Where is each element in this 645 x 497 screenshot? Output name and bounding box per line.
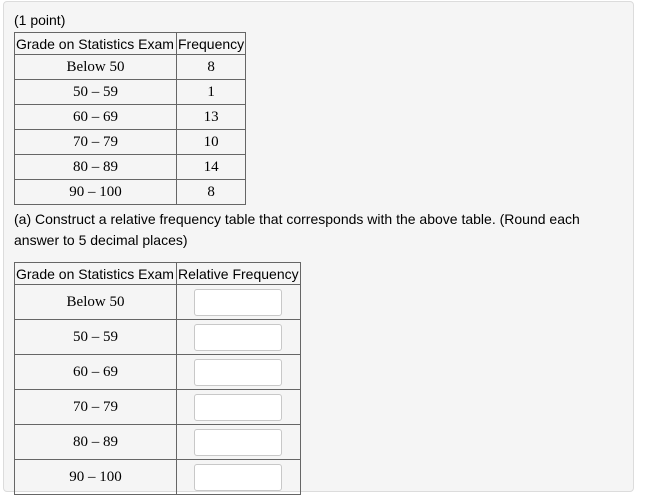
table-row [15, 320, 301, 355]
grade-cell: 60 – 69 [15, 105, 177, 130]
grade-cell: 50 – 59 [15, 320, 177, 355]
answer-cell [177, 355, 301, 390]
table-row [15, 425, 301, 460]
answer-input-60-69[interactable] [194, 359, 282, 386]
problem-panel [3, 1, 634, 492]
frequency-cell: 10 [177, 130, 246, 155]
answer-cell [177, 285, 301, 320]
points-label: (1 point) [14, 12, 66, 28]
answer-cell [177, 460, 301, 495]
answer-input-70-79[interactable] [194, 394, 282, 421]
grade-cell: 70 – 79 [15, 130, 177, 155]
grade-cell: 90 – 100 [15, 180, 177, 205]
relative-frequency-column-header: Relative Frequency [177, 263, 301, 285]
answer-cell [177, 390, 301, 425]
answer-input-below-50[interactable] [194, 289, 282, 316]
frequency-cell: 1 [177, 80, 246, 105]
frequency-cell: 8 [177, 180, 246, 205]
answer-input-80-89[interactable] [194, 429, 282, 456]
table-row [15, 390, 301, 425]
table-row [15, 80, 246, 105]
answer-cell [177, 425, 301, 460]
table-header-row [15, 33, 246, 55]
table-row [15, 285, 301, 320]
frequency-cell: 8 [177, 55, 246, 80]
grade-cell: 80 – 89 [15, 425, 177, 460]
table-row [15, 55, 246, 80]
question-text: (a) Construct a relative frequency table that corresponds with the above table. (Round each answer to 5 decimal places) [14, 211, 580, 248]
frequency-column-header: Frequency [177, 33, 246, 55]
relative-frequency-table [14, 262, 301, 495]
table-row [15, 460, 301, 495]
table-row [15, 105, 246, 130]
table-row [15, 130, 246, 155]
table-row [15, 355, 301, 390]
frequency-cell: 14 [177, 155, 246, 180]
answer-cell [177, 320, 301, 355]
table-row [15, 180, 246, 205]
grade-column-header: Grade on Statistics Exam [15, 263, 177, 285]
answer-input-90-100[interactable] [194, 464, 282, 491]
frequency-table [14, 32, 246, 205]
grade-cell: Below 50 [15, 55, 177, 80]
grade-cell: 80 – 89 [15, 155, 177, 180]
grade-cell: 50 – 59 [15, 80, 177, 105]
grade-cell: Below 50 [15, 285, 177, 320]
grade-cell: 90 – 100 [15, 460, 177, 495]
table-row [15, 155, 246, 180]
grade-cell: 60 – 69 [15, 355, 177, 390]
grade-column-header: Grade on Statistics Exam [15, 33, 177, 55]
table-header-row [15, 263, 301, 285]
grade-cell: 70 – 79 [15, 390, 177, 425]
frequency-cell: 13 [177, 105, 246, 130]
answer-input-50-59[interactable] [194, 324, 282, 351]
